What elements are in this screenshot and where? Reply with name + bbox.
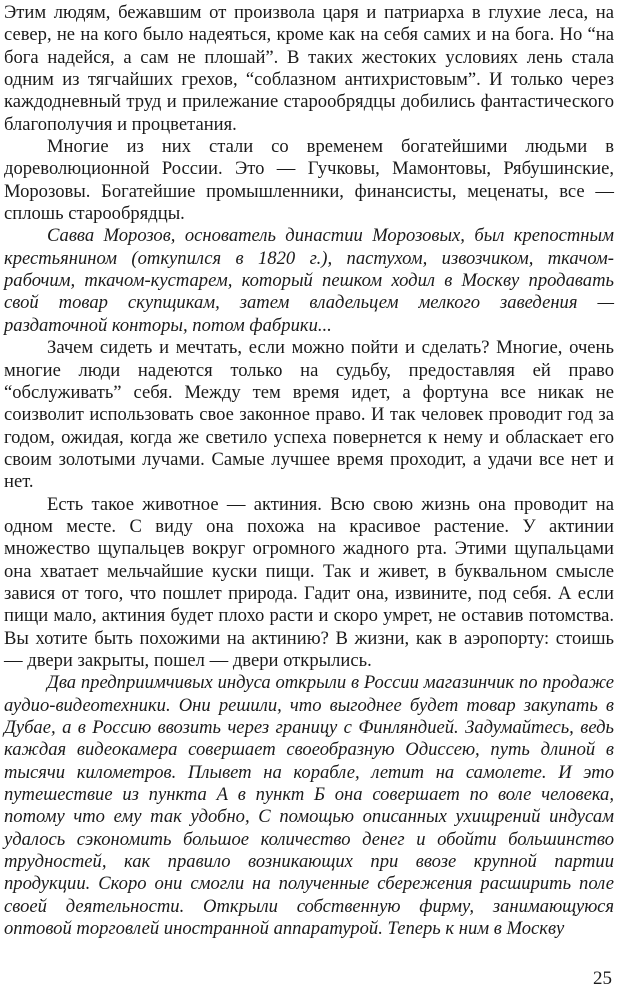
body-text — [4, 2, 614, 940]
paragraph-indian-entrepreneurs-story: Два предприимчивых индуса открыли в России магазинчик по продаже аудио-видеотехники. Они решили, что выгоднее будет товар закупать в Дубае, а в Россию ввозить через границу с Финляндией. Задумайтесь, ведь каждая видеокамера совершает своеобразную Одиссею, путь длиной в тысячи километров. Плывет на корабле, летит на самолете. И это путешествие из пункта А в пункт Б она совершает по воле человека, потому что ему так удобно, С помощью описанных ухищрений индусам удалось сэкономить большое количество денег и обойти большинство трудностей, как правило возникающих при ввозе крупной партии продукции. Скоро они смогли на полученные сбережения расширить поле своей деятельности. Открыли собственную фирму, занимающуюся оптовой торговлей иностранной аппаратурой. Теперь к ним в Москву — [4, 672, 614, 940]
paragraph-actinia: Есть такое животное — актиния. Всю свою жизнь она проводит на одном месте. С виду она похожа на красивое растение. У актинии множество щупальцев вокруг огромного жадного рта. Этими щупальцами она хватает мельчайшие куски пищи. Так и живет, в буквальном смысле завися от того, что пошлет природа. Гадит она, извините, под себя. А если пищи мало, актиния будет плохо расти и скоро умрет, не оставив потомства. Вы хотите быть похожими на актинию? В жизни, как в аэропорту: стоишь — двери закрыты, пошел — двери открылись. — [4, 493, 614, 671]
paragraph-wealthy-families: Многие из них стали со временем богатейшими людьми в дореволюционной России. Это — Гучковы, Мамонтовы, Рябушинские, Морозовы. Богатейшие промышленники, финансисты, меценаты, все — сплошь старообрядцы. — [4, 136, 614, 225]
paragraph-fortune: Зачем сидеть и мечтать, если можно пойти и сделать? Многие, очень многие люди надеются только на судьбу, предоставляя ей право “обслуживать” себя. Между тем время идет, а фортуна все никак не соизволит использовать свое законное право. И так человек проводит год за годом, ожидая, когда же светило успеха повернется к нему и обласкает его своим золотыми лучами. Самые лучшее время проходит, а удачи все нет и нет. — [4, 337, 614, 493]
paragraph-old-believers: Этим людям, бежавшим от произвола царя и патриарха в глухие леса, на север, не на кого было надеяться, кроме как на себя самих и на бога. Но “на бога надейся, а сам не плошай”. В таких жестоких условиях лень стала одним из тягчайших грехов, “соблазном антихристовым”. И только через каждодневный труд и прилежание старообрядцы добились фантастического благополучия и процветания. — [4, 2, 614, 135]
paragraph-savva-morozov-quote: Савва Морозов, основатель династии Морозовых, был крепостным крестьянином (откупился в 1820 г.), пастухом, извозчиком, ткачом-рабочим, ткачом-кустарем, который пешком ходил в Москву продавать свой товар скупщикам, затем владельцем мелкого заведения — раздаточной конторы, потом фабрики... — [4, 225, 614, 336]
page-number: 25 — [593, 968, 612, 989]
